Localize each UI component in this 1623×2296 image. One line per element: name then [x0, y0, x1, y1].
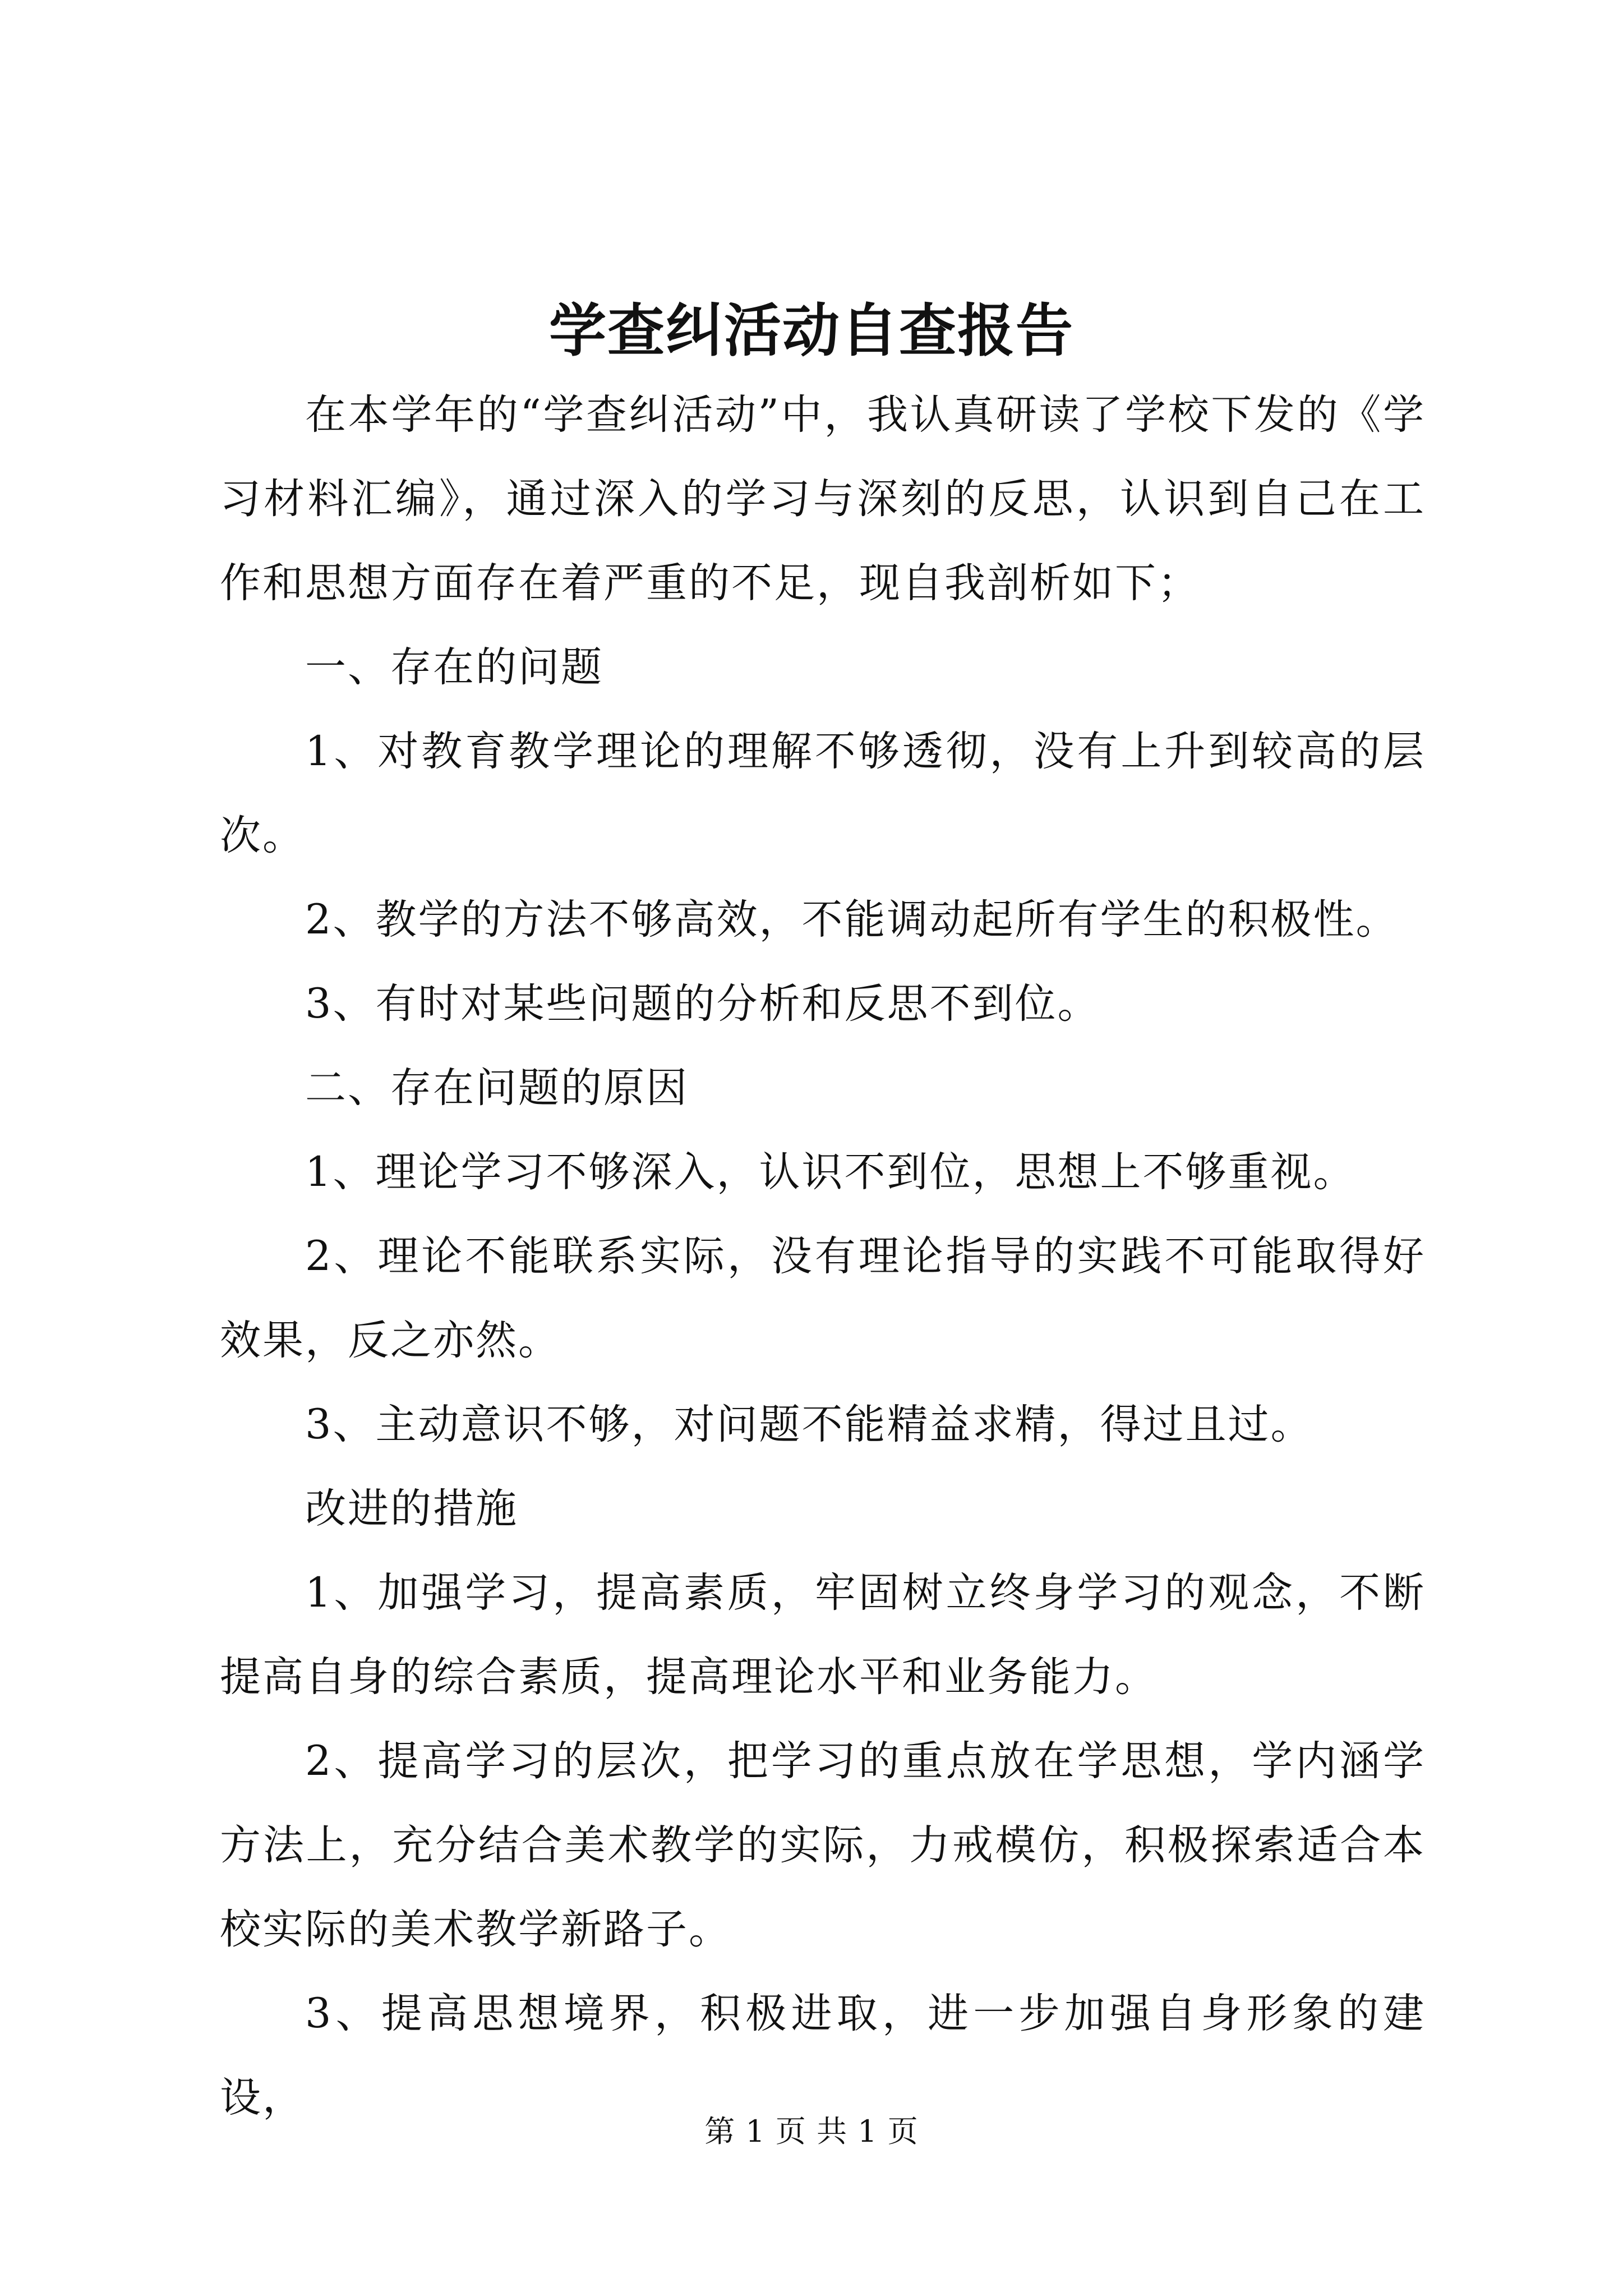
document-body: [220, 373, 1426, 2140]
list-item: 3、主动意识不够，对问题不能精益求精，得过且过。: [305, 1401, 1313, 1448]
list-item: 3、提高思想境界，积极进取，进一步加强自身形象的建设，: [220, 1990, 1426, 2122]
page-footer: 第 1 页 共 1 页: [704, 2114, 919, 2149]
document-title: 学查纠活动自查报告: [549, 297, 1074, 365]
list-item: 3、有时对某些问题的分析和反思不到位。: [305, 980, 1100, 1028]
list-item: 2、教学的方法不够高效，不能调动起所有学生的积极性。: [305, 896, 1399, 944]
section-heading-measures: 改进的措施: [305, 1485, 518, 1533]
list-item: 1、对教育教学理论的理解不够透彻，没有上升到较高的层次。: [220, 728, 1426, 859]
list-item: 2、理论不能联系实际，没有理论指导的实践不可能取得好效果，反之亦然。: [220, 1232, 1426, 1364]
section-heading-problems: 一、存在的问题: [305, 643, 603, 691]
paragraph-intro: 在本学年的“学查纠活动”中，我认真研读了学校下发的《学习材料汇编》，通过深入的学习与深刻的反思，认识到自己在工作和思想方面存在着严重的不足，现自我剖析如下；: [220, 391, 1426, 607]
list-item: 1、理论学习不够深入，认识不到位，思想上不够重视。: [305, 1148, 1356, 1196]
section-heading-causes: 二、存在问题的原因: [305, 1064, 689, 1112]
list-item: 2、提高学习的层次，把学习的重点放在学思想，学内涵学方法上，充分结合美术教学的实际，力戒模仿，积极探索适合本校实际的美术教学新路子。: [220, 1737, 1426, 1953]
list-item: 1、加强学习，提高素质，牢固树立终身学习的观念，不断提高自身的综合素质，提高理论水平和业务能力。: [220, 1569, 1426, 1701]
